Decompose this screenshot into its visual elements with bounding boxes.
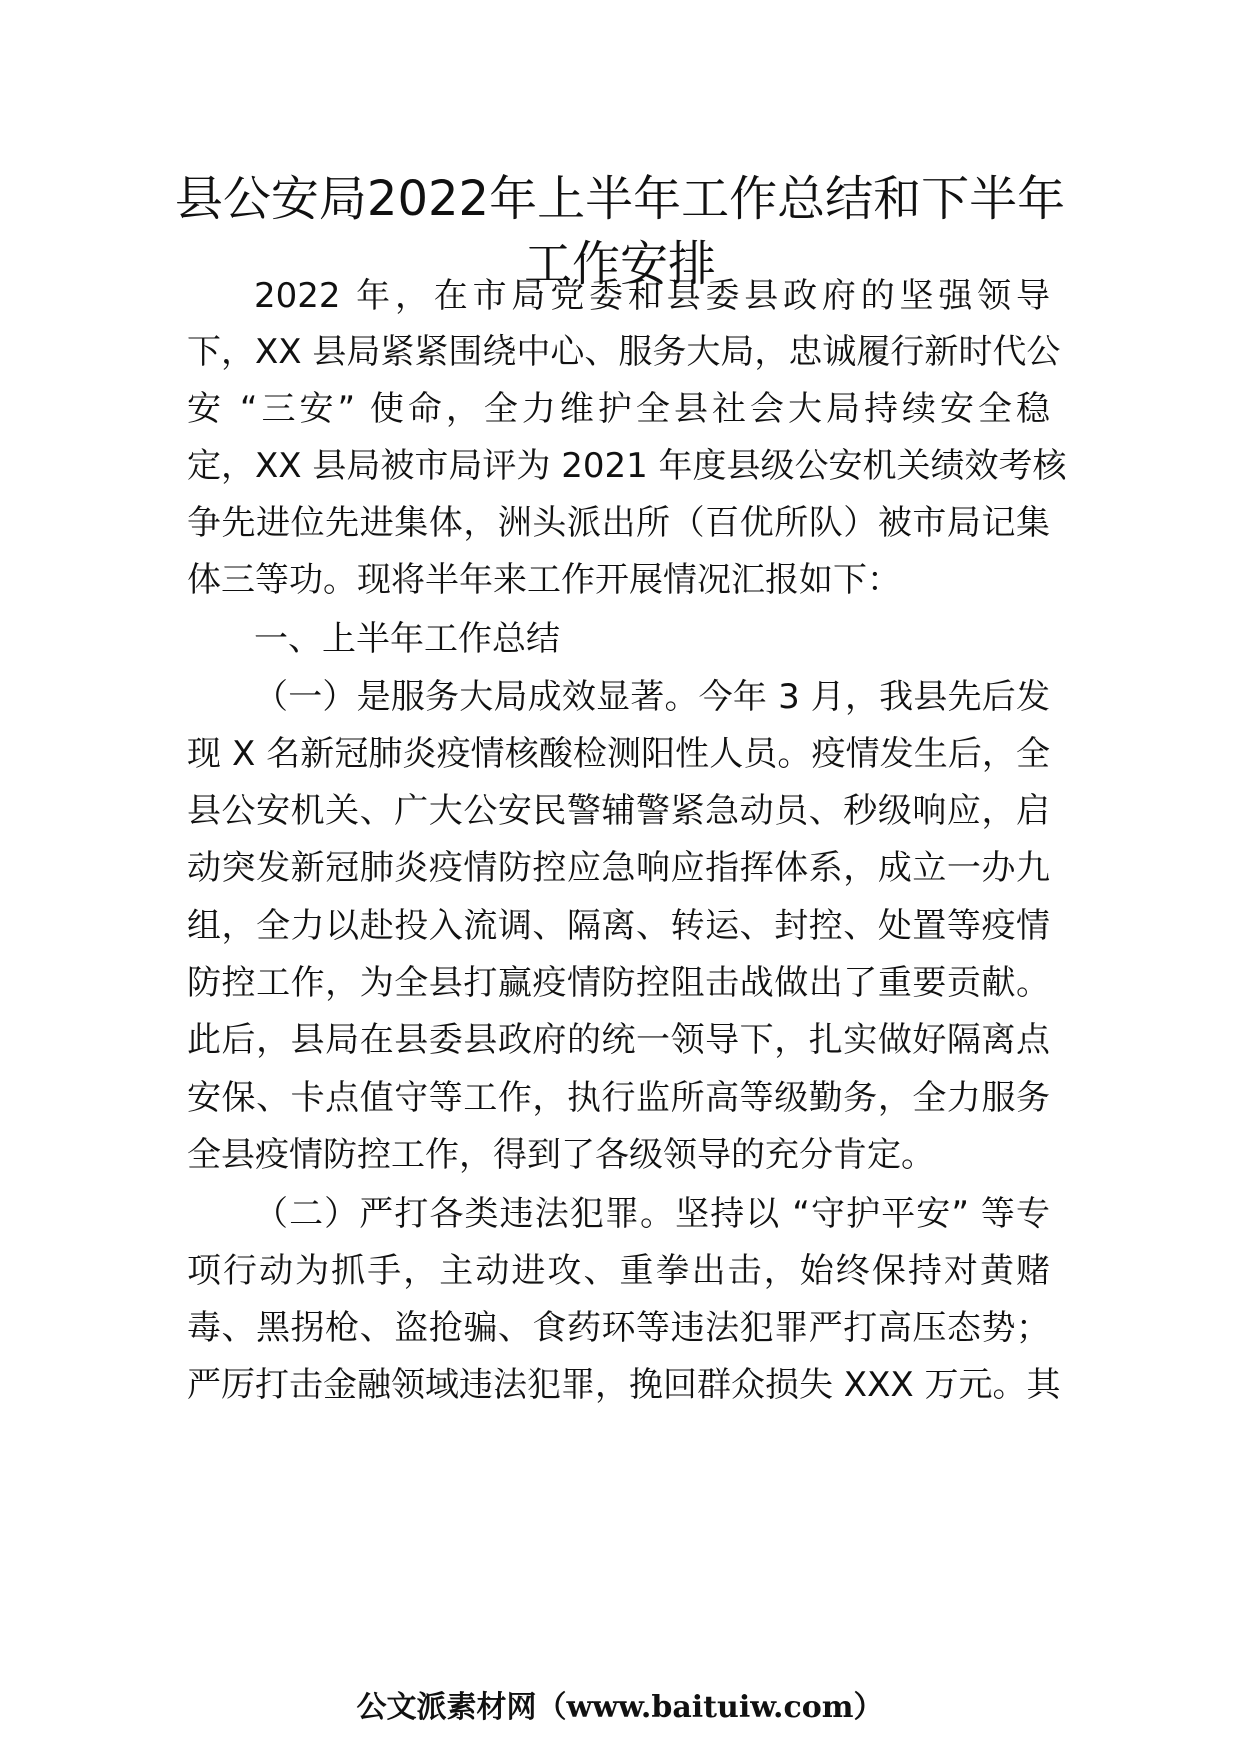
watermark-footer: 公文派素材网（www.baituiw.com） <box>356 1690 884 1725</box>
paragraph-line: 严厉打击金融领域违法犯罪，挽回群众损失 XXX 万元。其 <box>187 1365 1061 1405</box>
document-title-line-1: 县公安局2022年上半年工作总结和下半年 <box>174 171 1066 227</box>
paragraph-line: 项行动为抓手，主动进攻、重拳出击，始终保持对黄赌 <box>187 1251 1050 1291</box>
paragraph-line: 定，XX 县局被市局评为 2021 年度县级公安机关绩效考核 <box>187 446 1067 486</box>
section-heading: 一、上半年工作总结 <box>254 619 560 659</box>
paragraph-line: 下，XX 县局紧紧围绕中心、服务大局，忠诚履行新时代公 <box>187 332 1061 372</box>
paragraph-line: 争先进位先进集体，洲头派出所（百优所队）被市局记集 <box>187 503 1050 543</box>
paragraph-line: 安保、卡点值守等工作，执行监所高等级勤务，全力服务 <box>187 1078 1050 1118</box>
paragraph-line: 毒、黑拐枪、盗抢骗、食药环等违法犯罪严打高压态势； <box>187 1308 1050 1348</box>
paragraph-line: 体三等功。现将半年来工作开展情况汇报如下： <box>187 560 901 600</box>
paragraph-line: 组，全力以赴投入流调、隔离、转运、封控、处置等疫情 <box>187 906 1050 946</box>
paragraph-line: （一）是服务大局成效显著。今年 3 月，我县先后发 <box>254 677 1050 717</box>
paragraph-line: 安 “三安” 使命，全力维护全县社会大局持续安全稳 <box>187 389 1050 429</box>
paragraph-line: 全县疫情防控工作，得到了各级领导的充分肯定。 <box>187 1135 935 1175</box>
paragraph-line: 动突发新冠肺炎疫情防控应急响应指挥体系，成立一办九 <box>187 848 1050 888</box>
paragraph-line: （二）严打各类违法犯罪。坚持以 “守护平安” 等专 <box>254 1194 1050 1234</box>
paragraph-line: 此后，县局在县委县政府的统一领导下，扎实做好隔离点 <box>187 1020 1050 1060</box>
paragraph-line: 县公安机关、广大公安民警辅警紧急动员、秒级响应，启 <box>187 791 1050 831</box>
paragraph-line: 2022 年，在市局党委和县委县政府的坚强领导 <box>254 276 1050 316</box>
document-title-line-2: 工作安排 <box>523 236 716 292</box>
paragraph-line: 现 X 名新冠肺炎疫情核酸检测阳性人员。疫情发生后，全 <box>187 734 1050 774</box>
paragraph-line: 防控工作，为全县打赢疫情防控阻击战做出了重要贡献。 <box>187 963 1050 1003</box>
